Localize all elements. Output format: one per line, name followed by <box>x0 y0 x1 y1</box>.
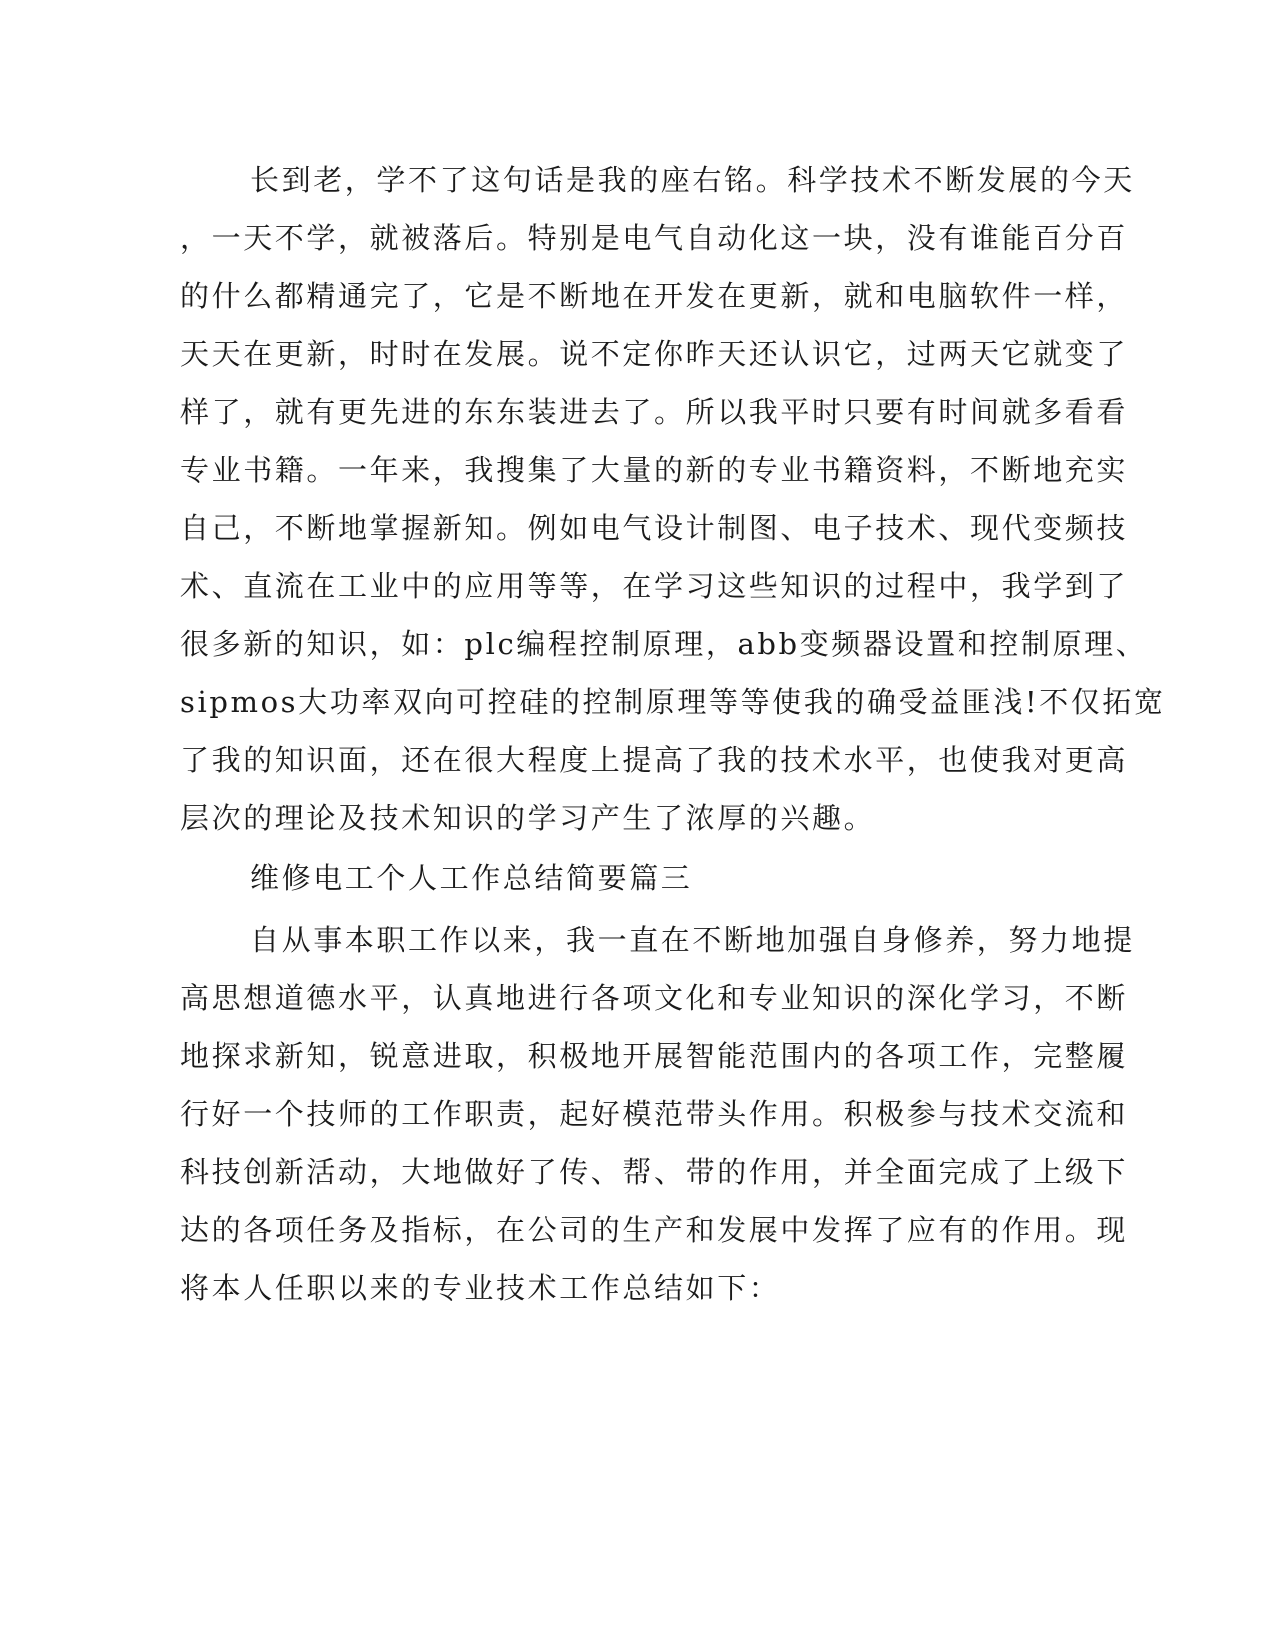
text-line: 将本人任职以来的专业技术工作总结如下： <box>180 1271 781 1305</box>
text-line: 行好一个技师的工作职责，起好模范带头作用。积极参与技术交流和 <box>180 1097 1129 1131</box>
text-line: sipmos大功率双向可控硅的控制原理等等使我的确受益匪浅!不仅拓宽 <box>180 685 1166 719</box>
text-line: 层次的理论及技术知识的学习产生了浓厚的兴趣。 <box>180 801 876 835</box>
text-line: 了我的知识面，还在很大程度上提高了我的技术水平，也使我对更高 <box>180 743 1129 777</box>
text-line: 自从事本职工作以来，我一直在不断地加强自身修养，努力地提 <box>250 923 1135 957</box>
text-line: 很多新的知识，如：plc编程控制原理，abb变频器设置和控制原理、 <box>180 627 1148 661</box>
text-line: 天天在更新，时时在发展。说不定你昨天还认识它，过两天它就变了 <box>180 337 1129 371</box>
text-line: 样了，就有更先进的东东装进去了。所以我平时只要有时间就多看看 <box>180 395 1129 429</box>
text-line: 科技创新活动，大地做好了传、帮、带的作用，并全面完成了上级下 <box>180 1155 1129 1189</box>
text-line: ，一天不学，就被落后。特别是电气自动化这一块，没有谁能百分百 <box>180 221 1129 255</box>
text-line: 的什么都精通完了，它是不断地在开发在更新，就和电脑软件一样， <box>180 279 1129 313</box>
text-line: 长到老，学不了这句话是我的座右铭。科学技术不断发展的今天 <box>250 163 1135 197</box>
text-line: 高思想道德水平，认真地进行各项文化和专业知识的深化学习，不断 <box>180 981 1129 1015</box>
text-line: 专业书籍。一年来，我搜集了大量的新的专业书籍资料，不断地充实 <box>180 453 1129 487</box>
section-heading: 维修电工个人工作总结简要篇三 <box>250 861 693 895</box>
text-line: 自己，不断地掌握新知。例如电气设计制图、电子技术、现代变频技 <box>180 511 1129 545</box>
text-line: 术、直流在工业中的应用等等，在学习这些知识的过程中，我学到了 <box>180 569 1129 603</box>
text-line: 达的各项任务及指标，在公司的生产和发展中发挥了应有的作用。现 <box>180 1213 1129 1247</box>
text-line: 地探求新知，锐意进取，积极地开展智能范围内的各项工作，完整履 <box>180 1039 1129 1073</box>
